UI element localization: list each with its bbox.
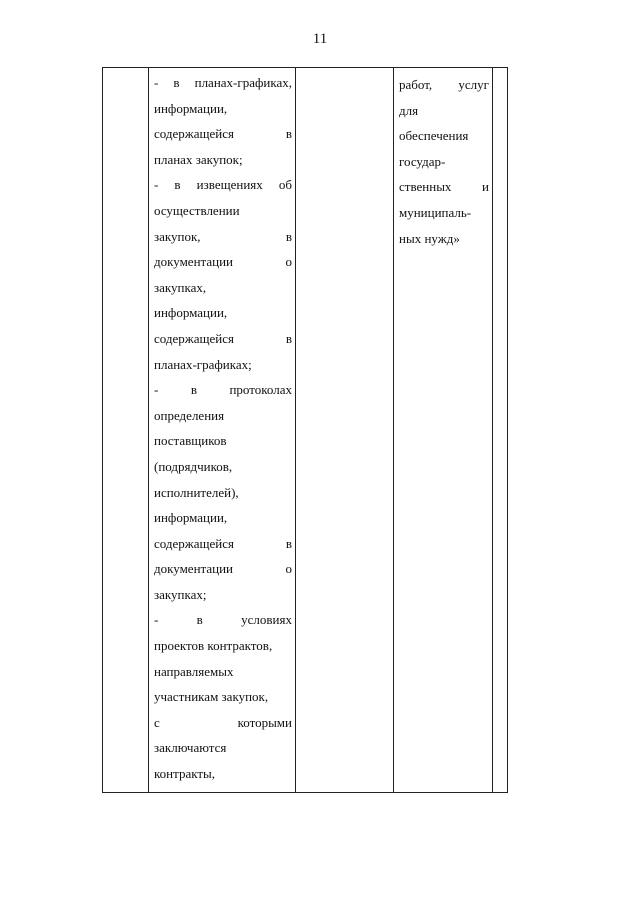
- text-line: работ, услуг: [399, 77, 489, 92]
- text-line: - в условиях: [154, 612, 292, 628]
- text-line: документации о: [154, 254, 292, 270]
- text-line: закупках,: [154, 279, 207, 295]
- table-row: [103, 68, 508, 793]
- cell-2-text: [149, 68, 295, 787]
- table-cell-2: [149, 68, 296, 793]
- text-line: ных нужд»: [399, 230, 460, 246]
- text-line: для: [399, 102, 419, 118]
- text-line: информации,: [154, 510, 228, 526]
- text-line: информации,: [154, 100, 228, 116]
- table-cell-4: [394, 68, 493, 793]
- text-line: планах закупок;: [154, 151, 243, 167]
- cell-4-text: [394, 68, 492, 251]
- text-line: закупках;: [154, 586, 207, 602]
- text-line: направляемых: [154, 663, 234, 679]
- text-line: ственных и: [399, 179, 489, 195]
- text-line: - в протоколах: [154, 382, 292, 398]
- text-line: планах-графиках;: [154, 356, 252, 372]
- text-line: (подрядчиков,: [154, 458, 233, 474]
- text-line: содержащейся в: [154, 330, 292, 346]
- text-line: определения: [154, 407, 225, 423]
- text-line: участникам закупок,: [154, 689, 269, 705]
- content-table: [102, 67, 508, 793]
- text-line: содержащейся в: [154, 535, 292, 551]
- text-line: исполнителей),: [154, 484, 239, 500]
- text-line: содержащейся в: [154, 126, 292, 142]
- table-cell-5: [493, 68, 508, 793]
- text-line: проектов контрактов,: [154, 638, 273, 654]
- text-line: закупок, в: [154, 228, 292, 244]
- text-line: контракты,: [154, 766, 216, 782]
- page-number: 11: [312, 31, 328, 47]
- text-line: государ-: [399, 153, 446, 169]
- text-line: с которыми: [154, 714, 292, 730]
- table-cell-1: [103, 68, 149, 793]
- text-line: обеспечения: [399, 128, 469, 144]
- text-line: - в планах-графиках,: [154, 75, 292, 90]
- table-cell-3: [296, 68, 394, 793]
- text-line: информации,: [154, 305, 228, 321]
- text-line: осуществлении: [154, 202, 240, 218]
- text-line: муниципаль-: [399, 204, 472, 220]
- text-line: документации о: [154, 561, 292, 577]
- text-line: поставщиков: [154, 433, 227, 449]
- text-line: - в извещениях об: [154, 177, 292, 193]
- text-line: заключаются: [154, 740, 227, 756]
